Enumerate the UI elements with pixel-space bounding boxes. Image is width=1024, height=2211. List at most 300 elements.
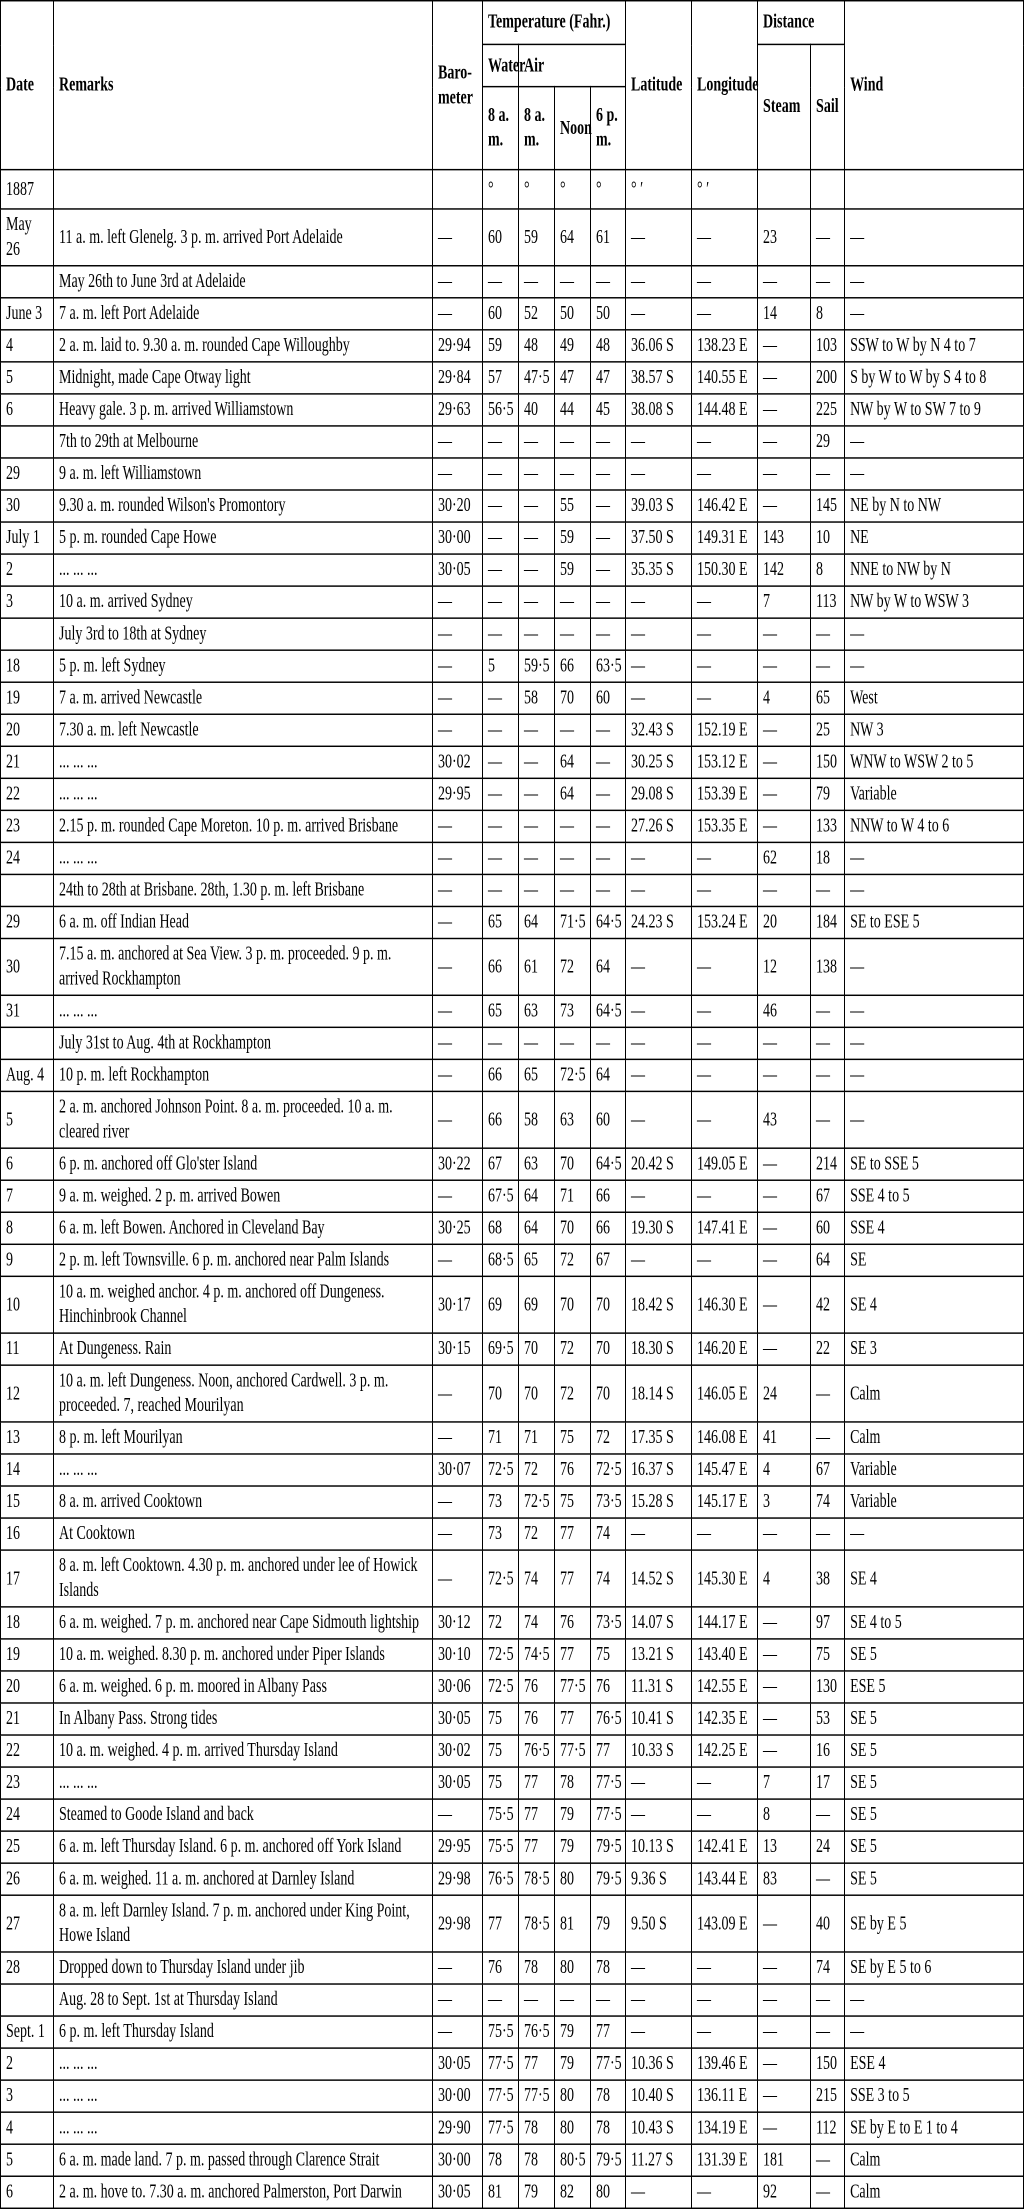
cell-wind: —	[845, 209, 1024, 266]
cell-air-6pm: 79·5	[591, 1863, 626, 1895]
cell-air-noon: —	[555, 458, 591, 490]
cell-date: 21	[1, 746, 54, 778]
cell-date: 26	[1, 1863, 54, 1895]
table-body	[1, 170, 1024, 2209]
cell-air-noon: °	[555, 170, 591, 209]
cell-longitude: 147.41 E	[692, 1212, 758, 1244]
cell-latitude: 30.25 S	[626, 746, 692, 778]
cell-barometer: 30·06	[433, 1671, 483, 1703]
cell-date: 6	[1, 2176, 54, 2208]
cell-steam: —	[758, 1984, 811, 2016]
cell-longitude: 146.42 E	[692, 490, 758, 522]
cell-latitude: —	[626, 1952, 692, 1984]
cell-longitude: —	[692, 618, 758, 650]
cell-barometer: —	[433, 458, 483, 490]
cell-sail: 64	[811, 1244, 845, 1276]
cell-remarks: 6 a. m. left Bowen. Anchored in Cleveland Bay	[54, 1212, 433, 1244]
cell-wind: —	[845, 842, 1024, 874]
cell-water-8am: 75	[483, 1703, 519, 1735]
cell-steam: —	[758, 1027, 811, 1059]
cell-remarks: 10 a. m. weighed anchor. 4 p. m. anchored off Dungeness. Hinchinbrook Channel	[54, 1276, 433, 1333]
cell-air-8am: 76	[519, 1703, 555, 1735]
cell-latitude: 10.33 S	[626, 1735, 692, 1767]
cell-air-6pm: 61	[591, 209, 626, 266]
cell-latitude: 13.21 S	[626, 1639, 692, 1671]
cell-steam: —	[758, 1333, 811, 1365]
cell-barometer: —	[433, 1550, 483, 1607]
cell-latitude: 10.43 S	[626, 2112, 692, 2144]
table-row	[1, 618, 1024, 650]
cell-wind: SE 4	[845, 1276, 1024, 1333]
cell-sail: 29	[811, 426, 845, 458]
cell-latitude: 39.03 S	[626, 490, 692, 522]
cell-date: 4	[1, 330, 54, 362]
cell-steam: 23	[758, 209, 811, 266]
cell-air-6pm: 50	[591, 298, 626, 330]
cell-barometer: —	[433, 2016, 483, 2048]
cell-barometer: —	[433, 1422, 483, 1454]
cell-sail: —	[811, 1422, 845, 1454]
cell-barometer: 29·94	[433, 330, 483, 362]
cell-water-8am: 78	[483, 2144, 519, 2176]
table-row	[1, 2080, 1024, 2112]
cell-longitude: —	[692, 426, 758, 458]
cell-latitude: 27.26 S	[626, 810, 692, 842]
cell-air-6pm: —	[591, 778, 626, 810]
table-row	[1, 995, 1024, 1027]
cell-longitude: 149.31 E	[692, 522, 758, 554]
cell-wind: SE by E 5 to 6	[845, 1952, 1024, 1984]
cell-wind: —	[845, 266, 1024, 298]
cell-longitude: —	[692, 682, 758, 714]
cell-remarks: 6 a. m. weighed. 11 a. m. anchored at Darnley Island	[54, 1863, 433, 1895]
cell-water-8am: 72·5	[483, 1671, 519, 1703]
cell-sail: —	[811, 1863, 845, 1895]
table-row	[1, 1333, 1024, 1365]
table-row	[1, 874, 1024, 906]
cell-barometer: —	[433, 1799, 483, 1831]
cell-wind: NW by W to SW 7 to 9	[845, 394, 1024, 426]
cell-air-6pm: 63·5	[591, 650, 626, 682]
cell-longitude: 143.40 E	[692, 1639, 758, 1671]
cell-wind: SE 5	[845, 1639, 1024, 1671]
cell-latitude: —	[626, 1984, 692, 2016]
cell-date: Sept. 1	[1, 2016, 54, 2048]
cell-water-8am: 67	[483, 1148, 519, 1180]
table-row	[1, 1863, 1024, 1895]
cell-longitude: 153.12 E	[692, 746, 758, 778]
cell-longitude: —	[692, 586, 758, 618]
cell-latitude: 32.43 S	[626, 714, 692, 746]
cell-sail: —	[811, 650, 845, 682]
cell-water-8am: —	[483, 458, 519, 490]
cell-barometer: 30·10	[433, 1639, 483, 1671]
cell-date: 27	[1, 1895, 54, 1952]
cell-latitude: —	[626, 650, 692, 682]
cell-remarks: 10 a. m. arrived Sydney	[54, 586, 433, 618]
cell-sail: —	[811, 1091, 845, 1148]
cell-longitude: —	[692, 266, 758, 298]
cell-air-noon: 47	[555, 362, 591, 394]
cell-wind: NNE to NW by N	[845, 554, 1024, 586]
cell-barometer: 29·90	[433, 2112, 483, 2144]
cell-steam: 20	[758, 906, 811, 938]
cell-longitude: —	[692, 1244, 758, 1276]
cell-water-8am: —	[483, 874, 519, 906]
cell-remarks: July 31st to Aug. 4th at Rockhampton	[54, 1027, 433, 1059]
cell-remarks: 7 a. m. arrived Newcastle	[54, 682, 433, 714]
cell-air-6pm: 78	[591, 2112, 626, 2144]
cell-latitude: 29.08 S	[626, 778, 692, 810]
cell-longitude: —	[692, 1984, 758, 2016]
cell-sail: 150	[811, 746, 845, 778]
cell-air-noon: 78	[555, 1767, 591, 1799]
cell-air-8am: —	[519, 778, 555, 810]
cell-wind: SE 4	[845, 1550, 1024, 1607]
cell-latitude: 14.07 S	[626, 1607, 692, 1639]
header-distance: Distance	[758, 1, 845, 45]
table-row	[1, 842, 1024, 874]
cell-latitude: 10.41 S	[626, 1703, 692, 1735]
cell-water-8am: —	[483, 778, 519, 810]
cell-date: 3	[1, 2080, 54, 2112]
cell-water-8am: 65	[483, 995, 519, 1027]
cell-wind: SE 4 to 5	[845, 1607, 1024, 1639]
cell-steam: 14	[758, 298, 811, 330]
cell-air-8am: 58	[519, 1091, 555, 1148]
cell-wind: SSW to W by N 4 to 7	[845, 330, 1024, 362]
cell-air-6pm: 64	[591, 1059, 626, 1091]
cell-water-8am: 72·5	[483, 1639, 519, 1671]
cell-air-8am: 74	[519, 1550, 555, 1607]
cell-longitude: —	[692, 298, 758, 330]
cell-latitude: 17.35 S	[626, 1422, 692, 1454]
cell-air-noon: 80	[555, 2080, 591, 2112]
cell-air-noon: —	[555, 426, 591, 458]
cell-barometer: —	[433, 1984, 483, 2016]
cell-barometer: —	[433, 426, 483, 458]
cell-barometer: 30·05	[433, 2176, 483, 2208]
cell-date	[1, 266, 54, 298]
cell-air-noon: 82	[555, 2176, 591, 2208]
cell-air-8am: —	[519, 490, 555, 522]
cell-wind: Variable	[845, 778, 1024, 810]
header-water: Water	[483, 44, 519, 86]
cell-steam: —	[758, 2112, 811, 2144]
cell-wind: SE 3	[845, 1333, 1024, 1365]
cell-longitude: —	[692, 1518, 758, 1550]
cell-air-6pm: 79·5	[591, 1831, 626, 1863]
cell-remarks: 6 a. m. left Thursday Island. 6 p. m. anchored off York Island	[54, 1831, 433, 1863]
cell-air-8am: 78	[519, 2144, 555, 2176]
cell-remarks: ... ... ...	[54, 778, 433, 810]
cell-barometer: —	[433, 1091, 483, 1148]
cell-air-6pm: 64·5	[591, 1148, 626, 1180]
cell-air-6pm: —	[591, 554, 626, 586]
cell-sail: 74	[811, 1952, 845, 1984]
cell-latitude: —	[626, 1799, 692, 1831]
table-row	[1, 778, 1024, 810]
cell-air-6pm: 74	[591, 1518, 626, 1550]
cell-longitude: 152.19 E	[692, 714, 758, 746]
cell-longitude: —	[692, 1059, 758, 1091]
cell-steam: —	[758, 458, 811, 490]
cell-wind: NNW to W 4 to 6	[845, 810, 1024, 842]
cell-air-6pm: —	[591, 522, 626, 554]
table-row	[1, 1550, 1024, 1607]
header-longitude: Longitude	[692, 1, 758, 170]
cell-water-8am: 68·5	[483, 1244, 519, 1276]
cell-remarks: ... ... ...	[54, 995, 433, 1027]
cell-water-8am: 75·5	[483, 1799, 519, 1831]
cell-wind: SE to SSE 5	[845, 1148, 1024, 1180]
cell-date	[1, 426, 54, 458]
cell-wind: —	[845, 1027, 1024, 1059]
cell-longitude: 142.55 E	[692, 1671, 758, 1703]
cell-longitude: 145.30 E	[692, 1550, 758, 1607]
header-temperature: Temperature (Fahr.)	[483, 1, 626, 45]
cell-air-8am: 76	[519, 1671, 555, 1703]
cell-air-8am: —	[519, 618, 555, 650]
cell-remarks: 9 a. m. weighed. 2 p. m. arrived Bowen	[54, 1180, 433, 1212]
cell-air-8am: 77	[519, 1799, 555, 1831]
cell-date: 2	[1, 554, 54, 586]
cell-longitude: 143.09 E	[692, 1895, 758, 1952]
cell-air-noon: 72	[555, 938, 591, 995]
cell-barometer: 30·02	[433, 746, 483, 778]
cell-air-6pm: 77	[591, 2016, 626, 2048]
cell-air-noon: 73	[555, 995, 591, 1027]
cell-air-noon: 64	[555, 746, 591, 778]
cell-air-8am: 65	[519, 1244, 555, 1276]
table-row	[1, 394, 1024, 426]
table-row	[1, 2112, 1024, 2144]
cell-sail: 10	[811, 522, 845, 554]
cell-barometer	[433, 170, 483, 209]
cell-wind: ESE 5	[845, 1671, 1024, 1703]
cell-longitude: 144.17 E	[692, 1607, 758, 1639]
header-sail: Sail	[811, 44, 845, 169]
cell-air-noon: —	[555, 618, 591, 650]
cell-latitude: —	[626, 586, 692, 618]
cell-water-8am: 66	[483, 1059, 519, 1091]
cell-remarks: ... ... ...	[54, 2112, 433, 2144]
cell-date: 9	[1, 1244, 54, 1276]
cell-date	[1, 1027, 54, 1059]
cell-sail: 40	[811, 1895, 845, 1952]
cell-air-8am: 77	[519, 1767, 555, 1799]
cell-sail: 16	[811, 1735, 845, 1767]
cell-date: 22	[1, 1735, 54, 1767]
cell-remarks: 10 a. m. weighed. 8.30 p. m. anchored under Piper Islands	[54, 1639, 433, 1671]
cell-longitude: —	[692, 874, 758, 906]
cell-remarks: 2.15 p. m. rounded Cape Moreton. 10 p. m. arrived Brisbane	[54, 810, 433, 842]
cell-steam: —	[758, 618, 811, 650]
cell-barometer: —	[433, 714, 483, 746]
cell-air-noon: 80	[555, 2112, 591, 2144]
cell-steam: 41	[758, 1422, 811, 1454]
cell-remarks: At Cooktown	[54, 1518, 433, 1550]
table-row	[1, 1148, 1024, 1180]
cell-steam: —	[758, 874, 811, 906]
cell-wind: —	[845, 1059, 1024, 1091]
cell-date: 15	[1, 1486, 54, 1518]
cell-remarks: 7th to 29th at Melbourne	[54, 426, 433, 458]
cell-date: 31	[1, 995, 54, 1027]
cell-air-noon: 79	[555, 1799, 591, 1831]
cell-latitude: ° ′	[626, 170, 692, 209]
cell-air-noon: 72	[555, 1365, 591, 1422]
cell-wind: NW 3	[845, 714, 1024, 746]
cell-sail: 24	[811, 1831, 845, 1863]
cell-latitude: —	[626, 2016, 692, 2048]
cell-longitude: —	[692, 938, 758, 995]
cell-latitude: 15.28 S	[626, 1486, 692, 1518]
cell-wind: S by W to W by S 4 to 8	[845, 362, 1024, 394]
cell-latitude: 20.42 S	[626, 1148, 692, 1180]
cell-barometer: —	[433, 1180, 483, 1212]
cell-wind: SE 5	[845, 1831, 1024, 1863]
cell-remarks: Midnight, made Cape Otway light	[54, 362, 433, 394]
cell-date: 5	[1, 1091, 54, 1148]
table-row	[1, 522, 1024, 554]
cell-remarks: ... ... ...	[54, 746, 433, 778]
cell-water-8am: —	[483, 746, 519, 778]
table-row	[1, 1276, 1024, 1333]
cell-sail: 103	[811, 330, 845, 362]
cell-longitude: 142.41 E	[692, 1831, 758, 1863]
cell-remarks: 6 a. m. off Indian Head	[54, 906, 433, 938]
cell-remarks: Dropped down to Thursday Island under jib	[54, 1952, 433, 1984]
cell-water-8am: —	[483, 554, 519, 586]
cell-date: 2	[1, 2048, 54, 2080]
cell-date: 11	[1, 1333, 54, 1365]
table-row	[1, 2016, 1024, 2048]
cell-remarks: 8 a. m. left Darnley Island. 7 p. m. anchored under King Point, Howe Island	[54, 1895, 433, 1952]
cell-sail: 145	[811, 490, 845, 522]
cell-air-6pm: 80	[591, 2176, 626, 2208]
cell-date: 12	[1, 1365, 54, 1422]
cell-sail: 150	[811, 2048, 845, 2080]
cell-latitude: —	[626, 209, 692, 266]
cell-air-6pm: —	[591, 426, 626, 458]
cell-steam: —	[758, 746, 811, 778]
cell-date: 29	[1, 906, 54, 938]
table-row	[1, 490, 1024, 522]
table-row	[1, 1059, 1024, 1091]
cell-steam: —	[758, 362, 811, 394]
cell-water-8am: 59	[483, 330, 519, 362]
cell-remarks: ... ... ...	[54, 554, 433, 586]
cell-air-6pm: —	[591, 266, 626, 298]
table-row	[1, 1895, 1024, 1952]
cell-wind: —	[845, 298, 1024, 330]
cell-remarks: July 3rd to 18th at Sydney	[54, 618, 433, 650]
cell-wind: Calm	[845, 1365, 1024, 1422]
cell-date	[1, 874, 54, 906]
cell-remarks: 6 a. m. weighed. 6 p. m. moored in Albany Pass	[54, 1671, 433, 1703]
table-row	[1, 2048, 1024, 2080]
cell-air-noon: 71·5	[555, 906, 591, 938]
table-row	[1, 1735, 1024, 1767]
cell-air-6pm: 70	[591, 1333, 626, 1365]
cell-latitude: —	[626, 1244, 692, 1276]
cell-date: Aug. 4	[1, 1059, 54, 1091]
cell-water-8am: —	[483, 490, 519, 522]
cell-remarks: ... ... ...	[54, 1767, 433, 1799]
cell-longitude: 143.44 E	[692, 1863, 758, 1895]
cell-date: July 1	[1, 522, 54, 554]
cell-sail: 200	[811, 362, 845, 394]
cell-latitude: —	[626, 266, 692, 298]
cell-steam: 3	[758, 1486, 811, 1518]
cell-barometer: —	[433, 1952, 483, 1984]
cell-latitude: —	[626, 1027, 692, 1059]
cell-air-6pm: 67	[591, 1244, 626, 1276]
cell-air-6pm: 70	[591, 1276, 626, 1333]
cell-wind: SE 5	[845, 1799, 1024, 1831]
table-row	[1, 554, 1024, 586]
cell-barometer: 30·15	[433, 1333, 483, 1365]
cell-air-noon: 55	[555, 490, 591, 522]
cell-latitude: 18.30 S	[626, 1333, 692, 1365]
cell-barometer: —	[433, 995, 483, 1027]
table-row	[1, 2144, 1024, 2176]
cell-wind: —	[845, 618, 1024, 650]
cell-steam: —	[758, 1244, 811, 1276]
cell-air-6pm: —	[591, 874, 626, 906]
cell-date: 4	[1, 2112, 54, 2144]
cell-wind: —	[845, 938, 1024, 995]
cell-sail: 65	[811, 682, 845, 714]
cell-sail: 138	[811, 938, 845, 995]
cell-latitude: —	[626, 874, 692, 906]
cell-barometer: —	[433, 298, 483, 330]
cell-air-6pm: —	[591, 746, 626, 778]
cell-air-8am: 77	[519, 2048, 555, 2080]
cell-wind: —	[845, 1091, 1024, 1148]
cell-air-noon: 79	[555, 1831, 591, 1863]
cell-water-8am: 5	[483, 650, 519, 682]
cell-remarks: 8 a. m. arrived Cooktown	[54, 1486, 433, 1518]
cell-air-8am: 74	[519, 1607, 555, 1639]
table-row	[1, 1799, 1024, 1831]
cell-remarks: 6 a. m. weighed. 7 p. m. anchored near Cape Sidmouth lightship	[54, 1607, 433, 1639]
table-row	[1, 330, 1024, 362]
cell-steam: —	[758, 1639, 811, 1671]
cell-date: 29	[1, 458, 54, 490]
cell-barometer: —	[433, 682, 483, 714]
cell-sail: 79	[811, 778, 845, 810]
cell-steam: 4	[758, 1454, 811, 1486]
cell-air-noon: 71	[555, 1180, 591, 1212]
cell-remarks: 2 a. m. anchored Johnson Point. 8 a. m. proceeded. 10 a. m. cleared river	[54, 1091, 433, 1148]
cell-sail: 74	[811, 1486, 845, 1518]
cell-water-8am: —	[483, 522, 519, 554]
cell-air-noon: 76	[555, 1607, 591, 1639]
cell-air-8am: 71	[519, 1422, 555, 1454]
cell-latitude: 10.36 S	[626, 2048, 692, 2080]
cell-remarks: 2 p. m. left Townsville. 6 p. m. anchored near Palm Islands	[54, 1244, 433, 1276]
cell-air-noon: 77	[555, 1550, 591, 1607]
cell-sail: 215	[811, 2080, 845, 2112]
cell-air-6pm: 76·5	[591, 1703, 626, 1735]
cell-air-8am: —	[519, 1027, 555, 1059]
cell-wind: SE	[845, 1244, 1024, 1276]
cell-remarks: At Dungeness. Rain	[54, 1333, 433, 1365]
cell-air-noon: 66	[555, 650, 591, 682]
cell-water-8am: —	[483, 1984, 519, 2016]
